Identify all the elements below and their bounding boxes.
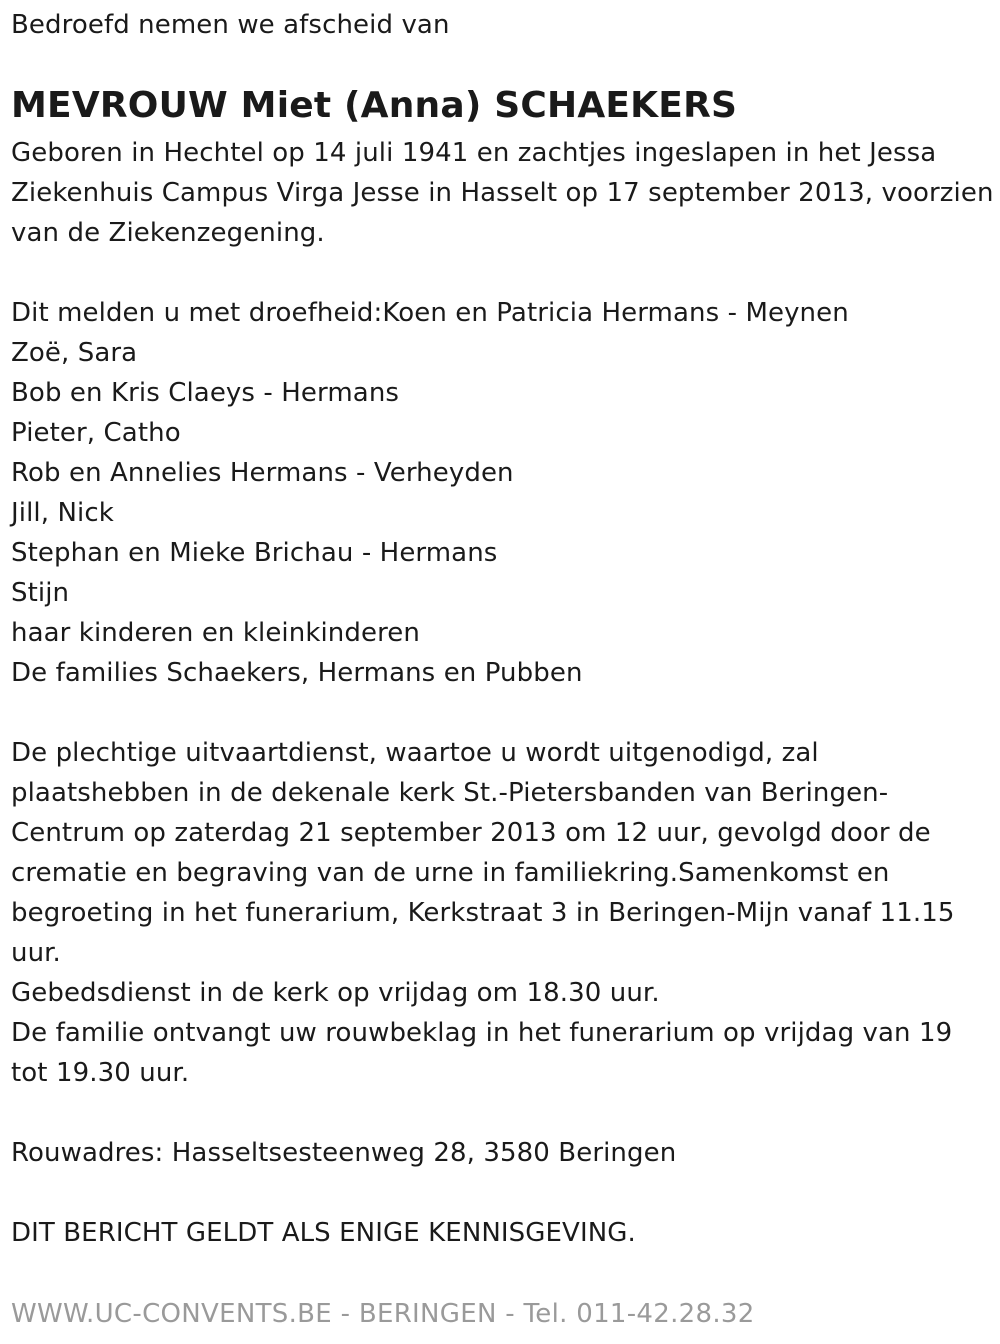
family-line: haar kinderen en kleinkinderen [11, 618, 420, 648]
family-line: Stephan en Mieke Brichau - Hermans [11, 538, 498, 568]
paragraph-line: Ziekenhuis Campus Virga Jesse in Hasselt op 17 september 2013, voorzien [11, 178, 994, 208]
family-line: Stijn [11, 578, 70, 608]
family-line: Dit melden u met droefheid:Koen en Patricia Hermans - Meynen [11, 298, 849, 328]
notice-text: DIT BERICHT GELDT ALS ENIGE KENNISGEVING. [11, 1218, 636, 1248]
deceased-name: MEVROUW Miet (Anna) SCHAEKERS [11, 85, 738, 126]
paragraph-line: De familie ontvangt uw rouwbeklag in het funerarium op vrijdag van 19 [11, 1018, 953, 1048]
paragraph-line: tot 19.30 uur. [11, 1058, 190, 1088]
family-line: Rob en Annelies Hermans - Verheyden [11, 458, 514, 488]
birth-paragraph [11, 133, 994, 253]
family-line: Pieter, Catho [11, 418, 181, 448]
family-list [11, 293, 849, 693]
paragraph-line: Gebedsdienst in de kerk op vrijdag om 18.30 uur. [11, 978, 660, 1008]
footer-contact: WWW.UC-CONVENTS.BE - BERINGEN - Tel. 011-42.28.32 [11, 1299, 755, 1329]
paragraph-line: crematie en begraving van de urne in familiekring.Samenkomst en [11, 858, 890, 888]
paragraph-line: Geboren in Hechtel op 14 juli 1941 en zachtjes ingeslapen in het Jessa [11, 138, 937, 168]
mourning-address: Rouwadres: Hasseltsesteenweg 28, 3580 Beringen [11, 1138, 677, 1168]
family-line: De families Schaekers, Hermans en Pubben [11, 658, 583, 688]
family-line: Bob en Kris Claeys - Hermans [11, 378, 400, 408]
paragraph-line: Centrum op zaterdag 21 september 2013 om 12 uur, gevolgd door de [11, 818, 931, 848]
paragraph-line: begroeting in het funerarium, Kerkstraat 3 in Beringen-Mijn vanaf 11.15 [11, 898, 955, 928]
paragraph-line: plaatshebben in de dekenale kerk St.-Pietersbanden van Beringen- [11, 778, 889, 808]
paragraph-line: De plechtige uitvaartdienst, waartoe u wordt uitgenodigd, zal [11, 738, 819, 768]
service-paragraph [11, 733, 954, 1093]
family-line: Zoë, Sara [11, 338, 138, 368]
paragraph-line: uur. [11, 938, 61, 968]
family-line: Jill, Nick [11, 498, 114, 528]
intro-text: Bedroefd nemen we afscheid van [11, 10, 450, 40]
paragraph-line: van de Ziekenzegening. [11, 218, 325, 248]
